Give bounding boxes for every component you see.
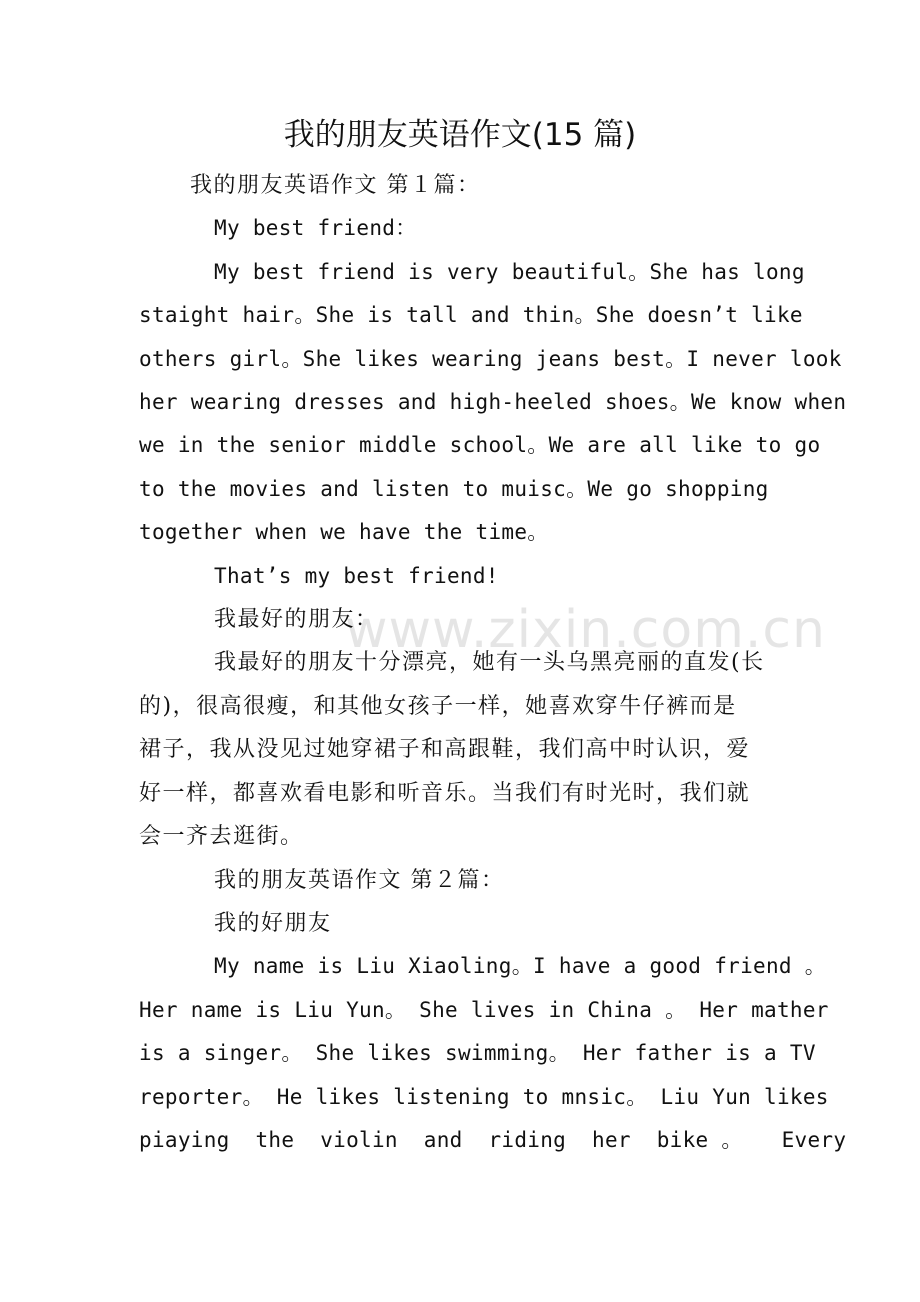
- text-line: My name is Liu Xiaoling。I have a good friend 。: [214, 954, 827, 979]
- text-line: 会一齐去逛街。: [139, 824, 304, 850]
- text-line: is a singer。 She likes swimming。 Her father is a TV: [139, 1041, 816, 1066]
- text-line: That’s my best friend!: [214, 563, 499, 588]
- section-heading-1: 我的朋友英语作文 第１篇：: [190, 173, 481, 198]
- text-line: Her name is Liu Yun。 She lives in China 。 Her mather: [139, 997, 829, 1022]
- text-line: reporter。 He likes listening to mnsic。 Liu Yun likes: [139, 1084, 829, 1109]
- text-line: My best friend：: [214, 216, 417, 241]
- text-line: 裙子，我从没见过她穿裙子和高跟鞋，我们高中时认识，爱: [139, 737, 751, 763]
- watermark: www.zixin.com.cn: [345, 600, 826, 660]
- text-line: her wearing dresses and high-heeled shoes。We know when: [139, 390, 847, 415]
- text-line: 我的好朋友: [214, 910, 332, 936]
- text-line: others girl。She likes wearing jeans best。I never look: [139, 346, 842, 371]
- document-title: 我的朋友英语作文(15 篇): [283, 117, 637, 153]
- text-line: we in the senior middle school。We are all like to go: [139, 433, 821, 458]
- section-heading-2: 我的朋友英语作文 第２篇：: [214, 867, 505, 893]
- text-line: 我最好的朋友：: [214, 607, 379, 633]
- text-line: staight hair。She is tall and thin。She doesn’t like: [139, 303, 803, 328]
- text-line: to the movies and listen to muisc。We go shopping: [139, 476, 769, 501]
- text-line: 我最好的朋友十分漂亮，她有一头乌黑亮丽的直发(长: [214, 650, 765, 676]
- text-line: My best friend is very beautiful。She has long: [214, 259, 805, 284]
- document-body: [139, 164, 847, 1162]
- text-line: piaying the violin and riding her bike 。 Every: [139, 1127, 847, 1152]
- text-line: 的)，很高很瘦，和其他女孩子一样，她喜欢穿牛仔裤而是: [139, 693, 737, 719]
- text-line: 好一样，都喜欢看电影和听音乐。当我们有时光时，我们就: [139, 780, 751, 806]
- text-line: together when we have the time。: [139, 520, 549, 545]
